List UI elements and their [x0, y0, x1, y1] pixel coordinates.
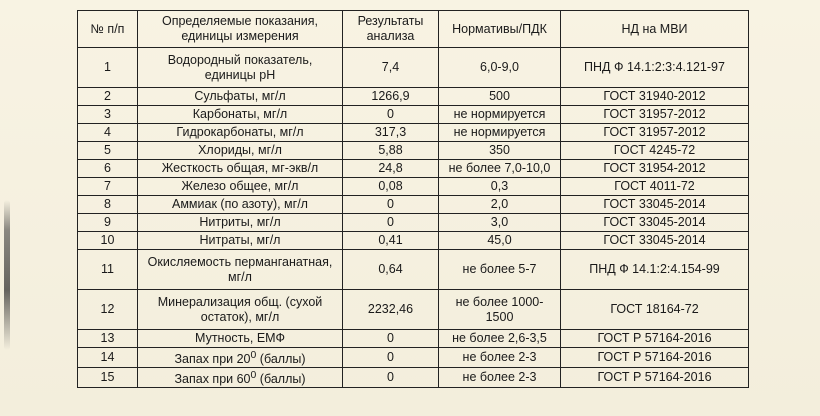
row-num: 8 [78, 196, 138, 214]
row-num: 15 [78, 368, 138, 388]
row-norm: не нормируется [439, 106, 561, 124]
indicator-text: Запах при 20 [174, 352, 251, 367]
row-result: 0 [343, 368, 439, 388]
table-row [78, 48, 749, 88]
row-num: 10 [78, 232, 138, 250]
row-indicator [138, 348, 343, 368]
water-analysis-table [77, 10, 749, 388]
row-norm: не более 5-7 [439, 250, 561, 290]
row-indicator: Хлориды, мг/л [138, 142, 343, 160]
row-indicator: Мутность, ЕМФ [138, 330, 343, 348]
row-num: 5 [78, 142, 138, 160]
row-method: ГОСТ 31940-2012 [561, 88, 749, 106]
table-row [78, 142, 749, 160]
row-norm: 0,3 [439, 178, 561, 196]
table-row [78, 368, 749, 388]
row-norm: не более 2-3 [439, 348, 561, 368]
row-method: ГОСТ 31957-2012 [561, 106, 749, 124]
header-num: № п/п [78, 11, 138, 48]
row-result: 0 [343, 214, 439, 232]
header-method: НД на МВИ [561, 11, 749, 48]
row-method: ГОСТ 31954-2012 [561, 160, 749, 178]
table-row [78, 330, 749, 348]
row-num: 6 [78, 160, 138, 178]
row-indicator: Аммиак (по азоту), мг/л [138, 196, 343, 214]
row-method: ГОСТ 33045-2014 [561, 214, 749, 232]
row-result: 317,3 [343, 124, 439, 142]
row-result: 24,8 [343, 160, 439, 178]
row-indicator: Водородный показатель, единицы pH [138, 48, 343, 88]
row-method: ГОСТ 33045-2014 [561, 232, 749, 250]
table-row [78, 290, 749, 330]
header-result: Результаты анализа [343, 11, 439, 48]
row-method: ПНД Ф 14.1:2:4.154-99 [561, 250, 749, 290]
row-num: 14 [78, 348, 138, 368]
row-norm: не более 7,0-10,0 [439, 160, 561, 178]
indicator-text: Запах при 60 [174, 372, 251, 387]
degree-sup: 0 [250, 370, 257, 382]
row-indicator [138, 368, 343, 388]
row-norm: 500 [439, 88, 561, 106]
header-indicator: Определяемые показания, единицы измерения [138, 11, 343, 48]
table-row [78, 214, 749, 232]
row-result: 0,41 [343, 232, 439, 250]
table-header-row [78, 11, 749, 48]
table-row [78, 106, 749, 124]
row-indicator: Нитраты, мг/л [138, 232, 343, 250]
row-indicator: Окисляемость перманганатная, мг/л [138, 250, 343, 290]
scan-margin-mark [4, 200, 10, 350]
row-method: ГОСТ Р 57164-2016 [561, 348, 749, 368]
row-norm: не более 2,6-3,5 [439, 330, 561, 348]
row-result: 0,08 [343, 178, 439, 196]
row-num: 9 [78, 214, 138, 232]
header-norm: Нормативы/ПДК [439, 11, 561, 48]
row-norm: 3,0 [439, 214, 561, 232]
table-row [78, 196, 749, 214]
row-result: 0 [343, 196, 439, 214]
table-row [78, 250, 749, 290]
row-num: 7 [78, 178, 138, 196]
row-num: 1 [78, 48, 138, 88]
row-num: 12 [78, 290, 138, 330]
row-method: ГОСТ 4011-72 [561, 178, 749, 196]
row-indicator: Сульфаты, мг/л [138, 88, 343, 106]
row-norm: 2,0 [439, 196, 561, 214]
row-result: 5,88 [343, 142, 439, 160]
table-row [78, 178, 749, 196]
row-num: 3 [78, 106, 138, 124]
row-result: 0 [343, 106, 439, 124]
row-norm: не нормируется [439, 124, 561, 142]
row-num: 4 [78, 124, 138, 142]
row-result: 7,4 [343, 48, 439, 88]
row-indicator: Жесткость общая, мг-экв/л [138, 160, 343, 178]
table-row [78, 88, 749, 106]
table-row [78, 232, 749, 250]
row-result: 0,64 [343, 250, 439, 290]
row-indicator: Гидрокарбонаты, мг/л [138, 124, 343, 142]
indicator-unit: (баллы) [256, 352, 306, 367]
table-row [78, 348, 749, 368]
table-row [78, 124, 749, 142]
row-result: 2232,46 [343, 290, 439, 330]
row-method: ГОСТ 4245-72 [561, 142, 749, 160]
row-method: ГОСТ Р 57164-2016 [561, 368, 749, 388]
row-method: ГОСТ Р 57164-2016 [561, 330, 749, 348]
row-num: 13 [78, 330, 138, 348]
row-indicator: Железо общее, мг/л [138, 178, 343, 196]
row-indicator: Карбонаты, мг/л [138, 106, 343, 124]
row-indicator: Нитриты, мг/л [138, 214, 343, 232]
row-num: 2 [78, 88, 138, 106]
row-method: ГОСТ 18164-72 [561, 290, 749, 330]
row-method: ГОСТ 33045-2014 [561, 196, 749, 214]
row-indicator: Минерализация общ. (сухой остаток), мг/л [138, 290, 343, 330]
row-result: 0 [343, 348, 439, 368]
row-num: 11 [78, 250, 138, 290]
indicator-unit: (баллы) [256, 372, 306, 387]
degree-sup: 0 [250, 350, 257, 361]
row-method: ГОСТ 31957-2012 [561, 124, 749, 142]
row-norm: 350 [439, 142, 561, 160]
row-norm: 45,0 [439, 232, 561, 250]
row-norm: 6,0-9,0 [439, 48, 561, 88]
row-norm: не более 1000-1500 [439, 290, 561, 330]
table-row [78, 160, 749, 178]
row-norm: не более 2-3 [439, 368, 561, 388]
row-result: 1266,9 [343, 88, 439, 106]
row-result: 0 [343, 330, 439, 348]
row-method: ПНД Ф 14.1:2:3:4.121-97 [561, 48, 749, 88]
